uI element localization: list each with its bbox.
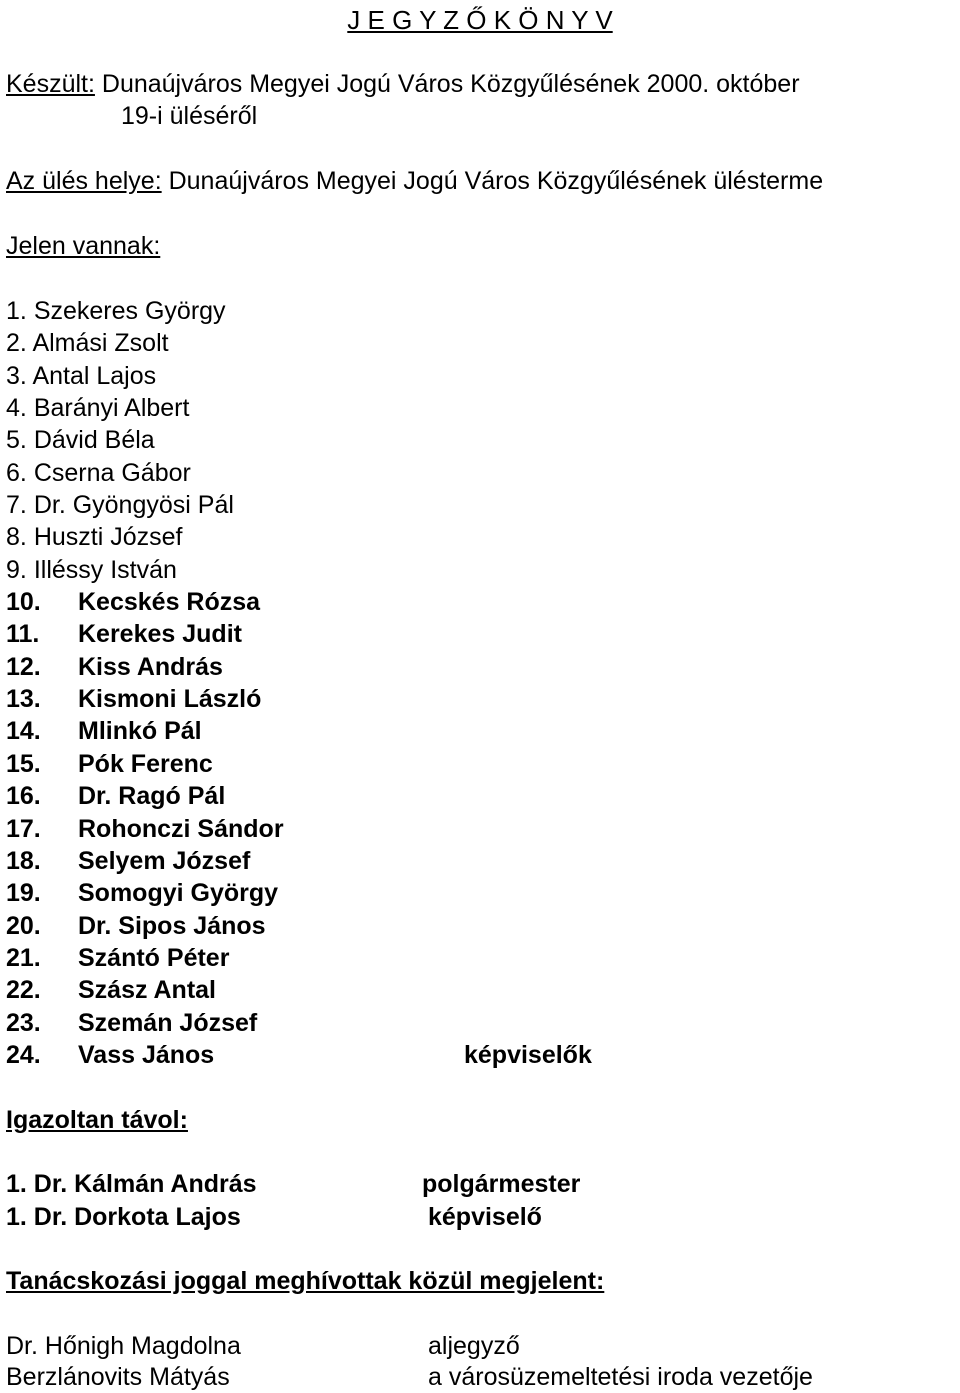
- present-item-number: 4.: [6, 394, 27, 423]
- present-list-item: [6, 360, 284, 392]
- present-list-item: [6, 780, 284, 812]
- present-item-name: Szekeres György: [33, 297, 226, 325]
- present-item-name: Illéssy István: [33, 555, 177, 584]
- present-item-number: 3.: [6, 361, 27, 390]
- present-item-name: Mlinkó Pál: [78, 717, 202, 746]
- present-list-item: [6, 618, 284, 650]
- absent-name: 1. Dr. Dorkota Lajos: [6, 1203, 241, 1231]
- absent-role: polgármester: [422, 1170, 581, 1198]
- present-item-number: 1.: [6, 297, 27, 325]
- present-item-number: 7.: [6, 491, 27, 520]
- present-item-name: Dr. Sipos János: [78, 911, 266, 940]
- present-list-item: [6, 489, 284, 521]
- present-item-name: Szántó Péter: [78, 943, 230, 972]
- venue-section: [6, 165, 823, 197]
- document-title: J E G Y Z Ő K Ö N Y V: [347, 5, 613, 35]
- present-list-item: [6, 327, 284, 359]
- present-item-number: 15.: [6, 749, 41, 778]
- prepared-label: Készült:: [6, 70, 95, 98]
- present-item-number: 20.: [6, 911, 41, 940]
- present-item-number: 9.: [6, 555, 27, 584]
- present-item-name: Dr. Gyöngyösi Pál: [33, 491, 234, 520]
- present-item-name: Szemán József: [78, 1008, 258, 1037]
- advisory-name: Dr. Hőnigh Magdolna: [6, 1332, 241, 1360]
- present-list-item: [6, 910, 284, 942]
- present-item-number: 12.: [6, 652, 41, 681]
- present-list-item: [6, 683, 284, 715]
- prepared-section: [6, 68, 800, 132]
- present-item-name: Dávid Béla: [33, 426, 155, 455]
- present-list-item: [6, 877, 284, 909]
- present-item-number: 19.: [6, 879, 41, 908]
- advisory-role: a városüzemeltetési iroda vezetője: [428, 1363, 813, 1391]
- present-list-item: [6, 651, 284, 683]
- venue-label: Az ülés helye:: [6, 167, 162, 195]
- present-item-number: 18.: [6, 846, 41, 875]
- advisory-row: [6, 1330, 520, 1362]
- prepared-text-line2: 19-i üléséről: [121, 102, 258, 130]
- present-item-name: Szász Antal: [78, 976, 217, 1005]
- present-item-name: Almási Zsolt: [32, 329, 169, 358]
- prepared-text-line1: Dunaújváros Megyei Jogú Város Közgyűlésének 2000. október: [101, 70, 800, 98]
- present-item-number: 14.: [6, 717, 41, 746]
- present-item-name: Antal Lajos: [32, 361, 157, 390]
- present-item-name: Vass János: [78, 1040, 215, 1069]
- present-item-number: 23.: [6, 1008, 41, 1037]
- present-item-name: Pók Ferenc: [78, 749, 213, 778]
- absent-role: képviselő: [428, 1203, 542, 1231]
- venue-text: Dunaújváros Megyei Jogú Város Közgyűlésének ülésterme: [168, 167, 824, 195]
- present-item-number: 21.: [6, 943, 41, 972]
- present-item-name: Huszti József: [33, 523, 183, 552]
- present-item-number: 22.: [6, 976, 41, 1005]
- present-item-number: 6.: [6, 458, 27, 487]
- present-list-item: [6, 1007, 284, 1039]
- present-list: [6, 295, 592, 1071]
- present-item-number: 11.: [6, 620, 40, 649]
- present-item-number: 2.: [6, 329, 27, 358]
- absent-row: [6, 1201, 542, 1233]
- advisory-label: Tanácskozási joggal meghívottak közül megjelent:: [6, 1267, 605, 1295]
- advisory-row: [6, 1361, 813, 1393]
- absent-name: 1. Dr. Kálmán András: [6, 1170, 257, 1198]
- present-item-name: Barányi Albert: [33, 394, 190, 423]
- present-list-item: [6, 748, 284, 780]
- present-item-role: képviselők: [464, 1040, 592, 1069]
- present-list-item: [6, 1039, 592, 1071]
- present-item-name: Cserna Gábor: [33, 458, 191, 487]
- present-item-name: Kismoni László: [78, 685, 262, 714]
- present-list-item: [6, 974, 284, 1006]
- present-item-number: 17.: [6, 814, 41, 843]
- present-list-item: [6, 521, 284, 553]
- present-item-name: Selyem József: [78, 846, 251, 875]
- present-list-item: [6, 942, 284, 974]
- present-item-number: 8.: [6, 523, 27, 552]
- present-item-name: Somogyi György: [78, 879, 279, 908]
- present-list-item: [6, 295, 284, 327]
- present-list-item: [6, 813, 284, 845]
- present-item-number: 24.: [6, 1040, 41, 1069]
- absent-label: Igazoltan távol:: [6, 1106, 188, 1134]
- present-item-number: 13.: [6, 685, 41, 714]
- present-label: Jelen vannak:: [6, 232, 161, 260]
- present-item-name: Dr. Ragó Pál: [78, 782, 226, 811]
- present-item-name: Kiss András: [78, 652, 223, 681]
- advisory-name: Berzlánovits Mátyás: [6, 1363, 230, 1391]
- advisory-role: aljegyző: [428, 1332, 520, 1360]
- present-list-item: [6, 845, 284, 877]
- present-list-item: [6, 715, 284, 747]
- present-item-number: 16.: [6, 782, 41, 811]
- present-item-number: 5.: [6, 426, 27, 455]
- present-item-name: Kecskés Rózsa: [78, 588, 261, 617]
- present-list-item: [6, 554, 284, 586]
- present-item-name: Rohonczi Sándor: [78, 814, 284, 843]
- absent-row: [6, 1168, 581, 1200]
- present-list-item: [6, 424, 284, 456]
- present-list-item: [6, 392, 284, 424]
- present-list-item: [6, 457, 284, 489]
- present-item-number: 10.: [6, 588, 41, 617]
- present-item-name: Kerekes Judit: [78, 620, 242, 649]
- present-list-item: [6, 586, 284, 618]
